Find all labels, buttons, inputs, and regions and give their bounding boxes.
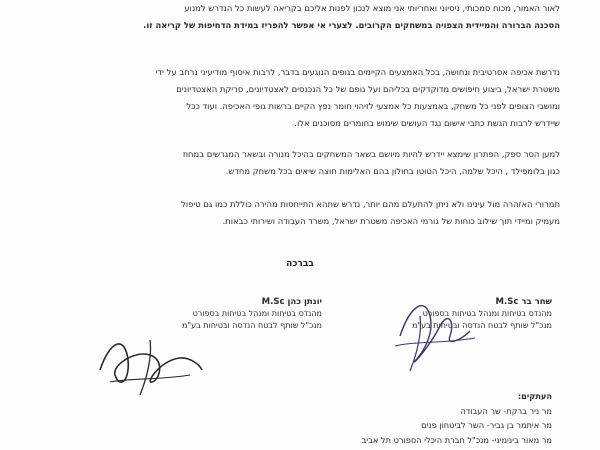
- paragraph-4-line-2: מעמיק ומיידי תוך שילוב כוחות של גורמי האכיפה משטרת ישראל, משרד העבודה ושירותי כבאות.: [222, 216, 560, 226]
- paragraph-1: [40, 0, 560, 34]
- signatory-name: שחר בר M.Sc: [495, 297, 552, 307]
- signature-block-left: [100, 296, 322, 332]
- paragraph-2: [40, 64, 560, 132]
- cc-list: [240, 389, 552, 447]
- signatory-title: מהנדס בטיחות ומנהל בטיחות בספורט: [422, 309, 552, 318]
- paragraph-2-line-1: נדרשת אכיפה אסרטיבית ונחושה, בכל האמצעים הקיימים בגופים הנוגעים בדבר, לרבות איסוף מודיעיני נרחב על ידי: [155, 67, 560, 77]
- paragraph-1-line-2: הסכנה הברורה והמיידית הצפויה במשחקים הקרובים. לצערי אי אפשר להפריז במידת הדחיפות של קריאה זו.: [143, 20, 560, 30]
- paragraph-2-line-2: משטרת ישראל, ביצוע חיפושים מדוקדקים בכליהם ועל גופם של כל הנכנסים לאצטדיונים, סריקת האצטדיונים: [176, 84, 560, 94]
- cc-title: העתקים:: [517, 391, 552, 401]
- signatory-title: מהנדס בטיחות ומנהל בטיחות בספורט: [192, 309, 322, 318]
- paragraph-3: [40, 146, 560, 180]
- paragraph-4-line-1: תמרורי האזהרה מול עינינו ולא ניתן להתעלם מהם יותר, נדרש שתהא התייחסות מהירה כוללת כמו גם טיפול: [181, 199, 560, 209]
- paragraph-3-line-2: כגון בלומפילד , היכל שלמה, היכל הטוטו בחולון בהם האלימות חוצה שיאים בכל משחק מחדש.: [225, 166, 560, 176]
- signatory-org: מנכ"ל שותף לבטח הנדסה ובטיחות בע"מ: [411, 321, 552, 330]
- closing-greeting: בברכה: [286, 259, 314, 269]
- cc-item: מר ניר ברקת- שר העבודה: [460, 405, 552, 416]
- paragraph-3-line-1: למען הסר ספק, הפתרון שימצא יידרש להיות מיושם בשאר המשחקים בהיכל מנורה ובשאר המגרשים במחוז: [182, 149, 560, 159]
- paragraph-4: [40, 196, 560, 230]
- cc-item: מר מאור בינימיני- מנכ"ל חברת היכלי הספורט תל אביב: [361, 434, 552, 445]
- paragraph-1-line-1: לאור האמור, מכוח סמכותי, ניסיוני ואחריותי אני מוצא לנכון לפנות אליכם בקריאה לעשות כל הנדרש למנוע: [184, 3, 560, 13]
- signatory-name: יונתן כהן M.Sc: [261, 297, 322, 307]
- cc-item: מר איתמר בן גביר- השר לביטחון פנים: [421, 420, 552, 430]
- signature-block-right: [340, 296, 552, 332]
- signatory-org: מנכ"ל שותף לבטח הנדסה ובטיחות בע"מ: [181, 321, 322, 330]
- handwritten-signature-left: [90, 320, 210, 400]
- paragraph-2-line-3: ומושבי הצופים לפני כל משחק, באמצעות כל אמצעי לזיהוי חומר נפץ הקיים ברשות גופי האכיפה. ועוד ככל: [186, 101, 560, 111]
- paragraph-2-line-4: שיידרש לרבות הגשת כתבי אישום נגד העושים שימוש בחומרים מסוכנים אלו.: [294, 118, 560, 128]
